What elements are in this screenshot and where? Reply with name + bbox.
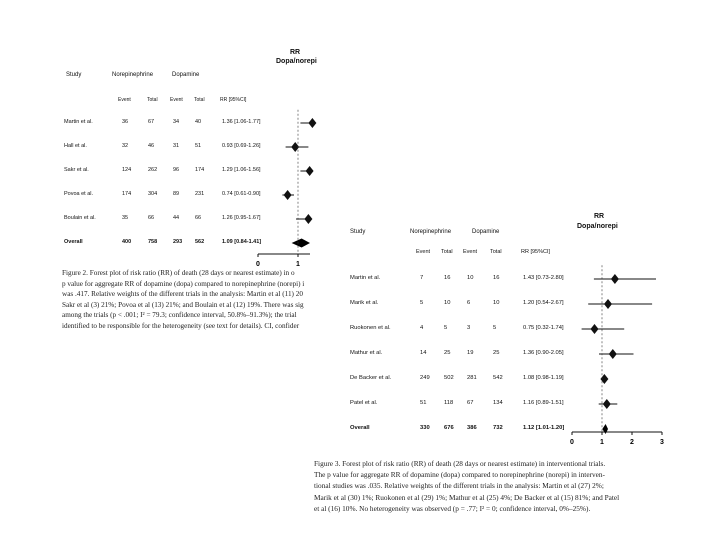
- event-cell: 96: [173, 167, 180, 174]
- axis-tick-label: 1: [600, 439, 604, 446]
- point-estimate-marker: [603, 399, 611, 409]
- header-total1: Total: [147, 97, 158, 103]
- event-cell: 35: [122, 215, 129, 222]
- caption-line: p value for aggregate RR of dopamine (dopa) compared to norepinephrine (norepi) i: [62, 279, 305, 288]
- event-cell: 281: [467, 375, 477, 382]
- total-cell: 16: [444, 275, 451, 282]
- overall-event-cell: 386: [467, 425, 477, 432]
- event-cell: 34: [173, 119, 180, 126]
- overall-study-cell: Overall: [64, 239, 83, 246]
- total-cell: 542: [493, 375, 503, 382]
- header-study: Study: [350, 229, 366, 235]
- caption-line: tional studies was .035. Relative weights of the different trials in the analysis: Martin et al (27) 2%;: [314, 481, 604, 491]
- ci-cell: 1.29 [1.06-1.56]: [222, 167, 261, 174]
- header-ci: RR [95%CI]: [521, 249, 551, 255]
- ci-cell: 1.20 [0.54-2.67]: [523, 300, 564, 307]
- point-estimate-marker: [304, 214, 312, 224]
- overall-event-cell: 330: [420, 425, 430, 432]
- event-cell: 14: [420, 350, 427, 357]
- total-cell: 67: [148, 119, 155, 126]
- ci-cell: 0.75 [0.32-1.74]: [523, 325, 564, 332]
- point-estimate-marker: [308, 118, 316, 128]
- study-cell: De Backer et al.: [350, 375, 392, 382]
- total-cell: 502: [444, 375, 454, 382]
- header-ci: RR [95%CI]: [220, 97, 247, 103]
- figure-2-forest-plot: [58, 40, 320, 268]
- event-cell: 124: [122, 167, 132, 174]
- caption-line: Sakr et al (3) 21%; Povoa et al (13) 21%; and Boulain et al (12) 19%. There was sig: [62, 300, 304, 309]
- caption-line: was .417. Relative weights of the different trials in the analysis: Martin et al (11) 20: [62, 290, 303, 299]
- overall-ci-cell: 1.09 [0.84-1.41]: [222, 239, 262, 246]
- study-cell: Sakr et al.: [64, 167, 89, 174]
- point-estimate-marker: [591, 324, 599, 334]
- event-cell: 32: [122, 143, 129, 150]
- overall-study-cell: Overall: [350, 425, 370, 432]
- rr-heading: RR: [290, 49, 301, 56]
- total-cell: 25: [444, 350, 451, 357]
- study-cell: Ruokonen et al.: [350, 325, 391, 332]
- header-event2: Event: [170, 97, 183, 103]
- event-cell: 31: [173, 143, 180, 150]
- ci-cell: 1.36 [1.06-1.77]: [222, 119, 261, 126]
- header-group1: Norepinephrine: [410, 229, 452, 235]
- event-cell: 4: [420, 325, 424, 332]
- figure-2: [58, 40, 320, 340]
- total-cell: 231: [195, 191, 205, 198]
- header-group2: Dopamine: [172, 72, 200, 78]
- event-cell: 44: [173, 215, 180, 222]
- event-cell: 174: [122, 191, 132, 198]
- overall-total-cell: 732: [493, 425, 503, 432]
- caption-line: et al (16) 10%. No heterogeneity was observed (p = .77; I² = 0; confidence interval, 0%–25%).: [314, 503, 591, 513]
- study-cell: Martin et al.: [64, 119, 93, 126]
- point-estimate-marker: [604, 299, 612, 309]
- study-cell: Boulain et al.: [64, 215, 96, 222]
- event-cell: 89: [173, 191, 180, 198]
- axis-tick-label: 1: [296, 261, 300, 268]
- event-cell: 3: [467, 325, 471, 332]
- point-estimate-marker: [611, 274, 619, 284]
- ci-cell: 0.74 [0.61-0.90]: [222, 191, 261, 198]
- header-group2: Dopamine: [472, 229, 500, 235]
- header-study: Study: [66, 72, 82, 78]
- total-cell: 66: [148, 215, 155, 222]
- figure-3-forest-plot: [340, 205, 700, 455]
- study-cell: Martin et al.: [350, 275, 381, 282]
- total-cell: 40: [195, 119, 202, 126]
- axis-tick-label: 0: [570, 439, 574, 446]
- study-cell: Patel et al.: [350, 400, 378, 407]
- total-cell: 5: [444, 325, 448, 332]
- study-cell: Mathur et al.: [350, 350, 383, 357]
- event-cell: 67: [467, 400, 474, 407]
- overall-event-cell: 400: [122, 239, 132, 246]
- event-cell: 249: [420, 375, 430, 382]
- total-cell: 51: [195, 143, 202, 150]
- total-cell: 66: [195, 215, 202, 222]
- caption-line: among the trials (p < .001; I² = 79.3; confidence interval, 50.8%–91.3%); the trial: [62, 311, 297, 320]
- ci-cell: 1.16 [0.89-1.51]: [523, 400, 564, 407]
- point-estimate-marker: [609, 349, 617, 359]
- total-cell: 16: [493, 275, 500, 282]
- ci-cell: 1.43 [0.73-2.80]: [523, 275, 564, 282]
- header-group1: Norepinephrine: [112, 72, 154, 78]
- total-cell: 10: [444, 300, 451, 307]
- header-event1: Event: [416, 249, 431, 255]
- header-event2: Event: [463, 249, 478, 255]
- rr-heading-sub: Dopa/norepi: [276, 58, 317, 65]
- study-cell: Marik et al.: [350, 300, 379, 307]
- axis-tick-label: 0: [256, 261, 260, 268]
- event-cell: 19: [467, 350, 474, 357]
- caption-line: identified to be responsible for the heterogeneity (see text for details). CI, confider: [62, 321, 300, 330]
- total-cell: 262: [148, 167, 158, 174]
- caption-line: Figure 3. Forest plot of risk ratio (RR) of death (28 days or nearest estimate) in interventional trials.: [314, 459, 606, 468]
- total-cell: 5: [493, 325, 497, 332]
- total-cell: 25: [493, 350, 500, 357]
- event-cell: 5: [420, 300, 424, 307]
- axis-tick-label: 2: [630, 439, 634, 446]
- overall-total-cell: 676: [444, 425, 454, 432]
- point-estimate-marker: [306, 166, 314, 176]
- header-total2: Total: [194, 97, 205, 103]
- rr-heading-sub: Dopa/norepi: [577, 223, 618, 230]
- header-total1: Total: [441, 249, 453, 255]
- overall-ci-cell: 1.12 [1.01-1.20]: [523, 425, 565, 432]
- total-cell: 174: [195, 167, 205, 174]
- event-cell: 36: [122, 119, 129, 126]
- point-estimate-marker: [284, 190, 292, 200]
- figure-3-caption: [314, 458, 700, 514]
- event-cell: 51: [420, 400, 427, 407]
- total-cell: 10: [493, 300, 500, 307]
- caption-line: Figure 2. Forest plot of risk ratio (RR) of death (28 days or nearest estimate) in o: [62, 269, 295, 277]
- ci-cell: 0.93 [0.69-1.26]: [222, 143, 261, 150]
- overall-event-cell: 293: [173, 239, 183, 246]
- overall-total-cell: 562: [195, 239, 205, 246]
- total-cell: 46: [148, 143, 155, 150]
- caption-line: Marik et al (30) 1%; Ruokonen et al (29) 1%; Mathur et al (25) 4%; De Backer et al (15) 81%; and Patel: [314, 492, 620, 502]
- study-cell: Hall et al.: [64, 143, 87, 150]
- ci-cell: 1.26 [0.95-1.67]: [222, 215, 261, 222]
- ci-cell: 1.36 [0.90-2.05]: [523, 350, 564, 357]
- overall-total-cell: 758: [148, 239, 158, 246]
- figure-2-caption: [62, 268, 320, 332]
- event-cell: 7: [420, 275, 424, 282]
- header-total2: Total: [490, 249, 502, 255]
- study-cell: Povoa et al.: [64, 191, 94, 198]
- event-cell: 10: [467, 275, 474, 282]
- caption-line: The p value for aggregate RR of dopamine (dopa) compared to norepinephrine (norepi) in interven-: [314, 470, 605, 480]
- axis-tick-label: 3: [660, 439, 664, 446]
- total-cell: 304: [148, 191, 158, 198]
- total-cell: 118: [444, 400, 454, 407]
- rr-heading: RR: [594, 213, 605, 220]
- header-event1: Event: [118, 97, 131, 103]
- total-cell: 134: [493, 400, 503, 407]
- ci-cell: 1.08 [0.98-1.19]: [523, 375, 564, 382]
- event-cell: 6: [467, 300, 471, 307]
- figure-3: [314, 205, 700, 525]
- overall-diamond: [292, 239, 310, 248]
- point-estimate-marker: [600, 374, 608, 384]
